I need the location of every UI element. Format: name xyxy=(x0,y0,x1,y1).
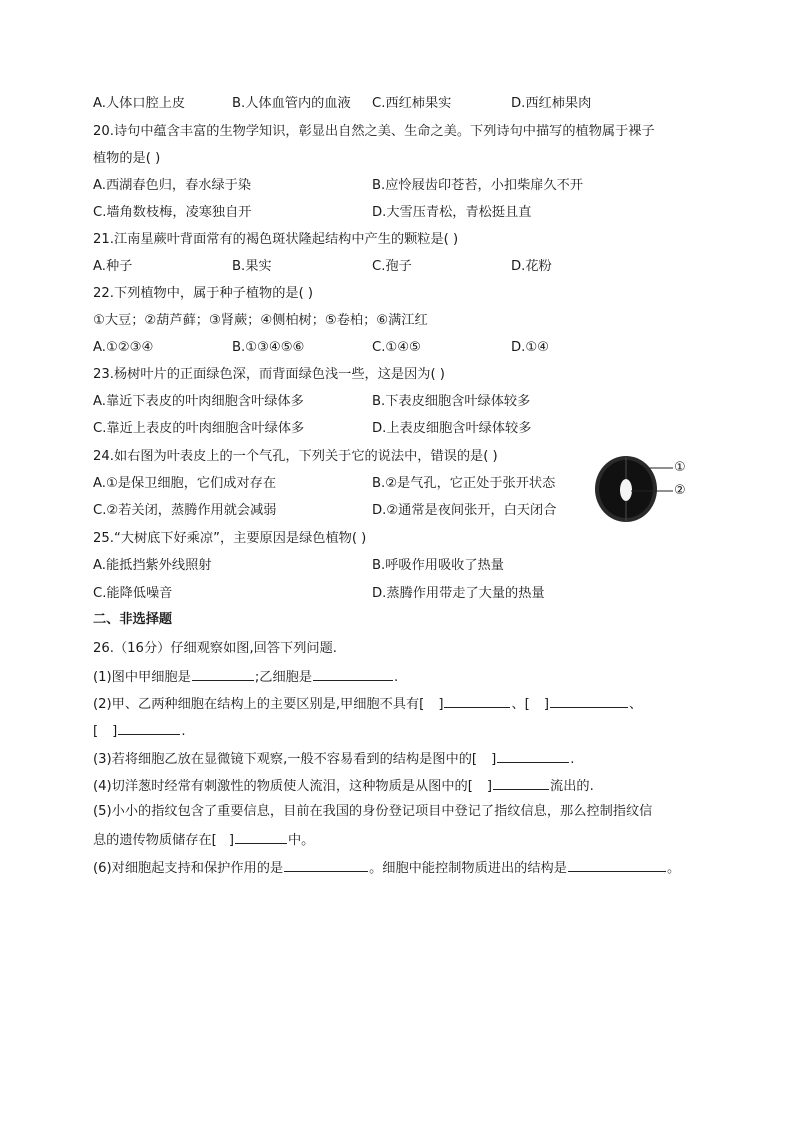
q23-option-c: C.靠近上表皮的叶肉细胞含叶绿体多 xyxy=(93,421,305,436)
q26-part2: (2)甲、乙两种细胞在结构上的主要区别是,甲细胞不具有[ ] 、[ ] 、 xyxy=(93,693,642,715)
q26-part5-cont: 息的遗传物质储存在[ ] 中。 xyxy=(93,829,314,851)
q22-option-b: B.①③④⑤⑥ xyxy=(232,340,305,355)
q19-option-b: B.人体血管内的血液 xyxy=(232,96,351,111)
q22-option-c: C.①④⑤ xyxy=(372,340,421,355)
q21-option-a: A.种子 xyxy=(93,259,133,274)
q20-option-c: C.墙角数枝梅，凌寒独自开 xyxy=(93,205,252,220)
q20-stem-line2: 植物的是( ) xyxy=(93,151,161,166)
q20-option-d: D.大雪压青松，青松挺且直 xyxy=(372,205,532,220)
answer-blank[interactable] xyxy=(284,857,368,872)
q24-option-a: A.①是保卫细胞，它们成对存在 xyxy=(93,476,277,491)
q19-option-d: D.西红柿果肉 xyxy=(511,96,592,111)
q26-part4: (4)切洋葱时经常有刺激性的物质使人流泪，这种物质是从图中的[ ] 流出的. xyxy=(93,775,594,797)
q26-part3: (3)若将细胞乙放在显微镜下观察,一般不容易看到的结构是图中的[ ] . xyxy=(93,748,574,770)
section-heading: 二、非选择题 xyxy=(93,612,173,627)
q21-stem: 21.江南星蕨叶背面常有的褐色斑状隆起结构中产生的颗粒是( ) xyxy=(93,232,459,247)
q24-option-d: D.②通常是夜间张开，白天闭合 xyxy=(372,503,557,518)
answer-blank[interactable] xyxy=(493,775,549,790)
stoma-label-1: ① xyxy=(674,460,686,475)
q22-option-a: A.①②③④ xyxy=(93,340,154,355)
answer-blank[interactable] xyxy=(568,857,666,872)
answer-blank[interactable] xyxy=(444,693,510,708)
q21-option-c: C.孢子 xyxy=(372,259,412,274)
q23-stem: 23.杨树叶片的正面绿色深，而背面绿色浅一些，这是因为( ) xyxy=(93,367,445,382)
q22-stem: 22.下列植物中，属于种子植物的是( ) xyxy=(93,286,314,301)
q26-part1: (1)图中甲细胞是 ;乙细胞是 . xyxy=(93,666,398,688)
q25-option-b: B.呼吸作用吸收了热量 xyxy=(372,558,504,573)
q25-option-d: D.蒸腾作用带走了大量的热量 xyxy=(372,586,545,601)
q22-option-d: D.①④ xyxy=(511,340,549,355)
stoma-figure xyxy=(593,453,693,525)
q26-part5: (5)小小的指纹包含了重要信息，目前在我国的身份登记项目中登记了指纹信息，那么控制指纹信 xyxy=(93,804,653,819)
answer-blank[interactable] xyxy=(497,748,569,763)
q26-stem: 26.（16分）仔细观察如图,回答下列问题. xyxy=(93,641,337,656)
answer-blank[interactable] xyxy=(313,666,393,681)
q20-option-a: A.西湖春色归，春水绿于染 xyxy=(93,178,252,193)
answer-blank[interactable] xyxy=(118,720,180,735)
q25-stem: 25.“大树底下好乘凉”，主要原因是绿色植物( ) xyxy=(93,531,367,546)
stoma-label-2: ② xyxy=(674,483,686,498)
answer-blank[interactable] xyxy=(235,829,287,844)
q26-part2-cont: [ ] . xyxy=(93,720,186,742)
q21-option-d: D.花粉 xyxy=(511,259,552,274)
q19-option-a: A.人体口腔上皮 xyxy=(93,96,186,111)
q22-plant-list: ①大豆；②葫芦藓；③肾蕨；④侧柏树；⑤卷柏；⑥满江红 xyxy=(93,313,428,328)
q25-option-a: A.能抵挡紫外线照射 xyxy=(93,558,212,573)
q24-stem: 24.如右图为叶表皮上的一个气孔，下列关于它的说法中，错误的是( ) xyxy=(93,449,498,464)
q23-option-a: A.靠近下表皮的叶肉细胞含叶绿体多 xyxy=(93,394,304,409)
q25-option-c: C.能降低噪音 xyxy=(93,586,173,601)
q21-option-b: B.果实 xyxy=(232,259,272,274)
answer-blank[interactable] xyxy=(550,693,628,708)
q23-option-d: D.上表皮细胞含叶绿体较多 xyxy=(372,421,532,436)
q19-option-c: C.西红柿果实 xyxy=(372,96,452,111)
q20-option-b: B.应怜屐齿印苍苔，小扣柴扉久不开 xyxy=(372,178,584,193)
q24-option-b: B.②是气孔，它正处于张开状态 xyxy=(372,476,556,491)
q24-option-c: C.②若关闭，蒸腾作用就会减弱 xyxy=(93,503,277,518)
q20-stem-line1: 20.诗句中蕴含丰富的生物学知识，彰显出自然之美、生命之美。下列诗句中描写的植物属于裸子 xyxy=(93,124,655,139)
q23-option-b: B.下表皮细胞含叶绿体较多 xyxy=(372,394,531,409)
q26-part6: (6)对细胞起支持和保护作用的是 。细胞中能控制物质进出的结构是 。 xyxy=(93,857,680,879)
answer-blank[interactable] xyxy=(192,666,254,681)
